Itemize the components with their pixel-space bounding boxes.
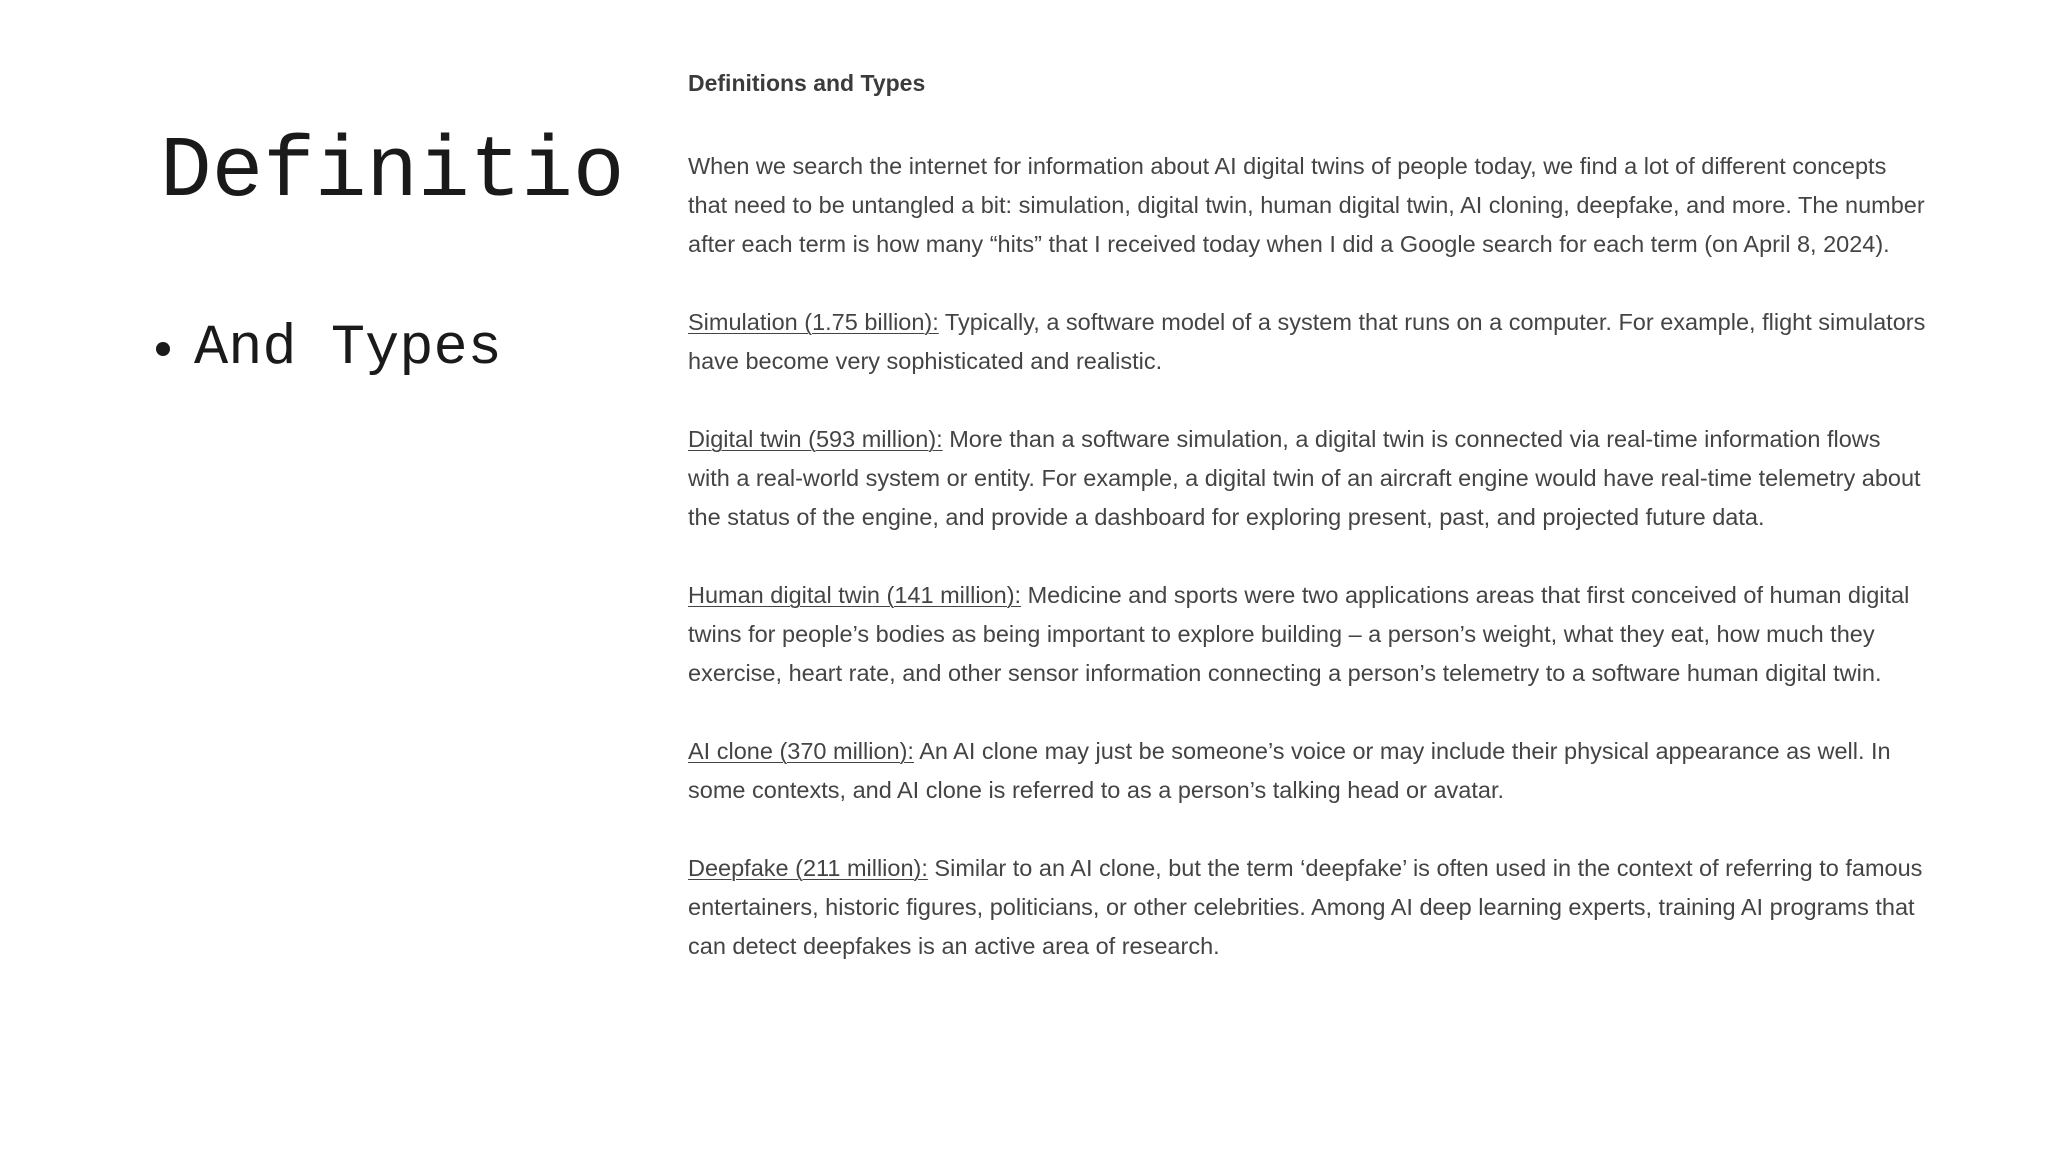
term-label: Simulation (1.75 billion): [688, 309, 939, 335]
term-description: Typically, a software model of a system that runs on a computer. For example, flight simulators have become very sophisticated and realistic. [688, 309, 1926, 374]
term-description: More than a software simulation, a digital twin is connected via real-time information flows with a real-world system or entity. For example, a digital twin of an aircraft engine would have real-time telemetry about the status of the engine, and provide a dashboard for exploring present, past, and projected future data. [688, 426, 1921, 530]
bullet-list [156, 316, 502, 382]
bullet-item [156, 316, 502, 382]
document-heading: Definitions and Types [688, 70, 926, 96]
definition-deepfake [688, 849, 1928, 966]
slide-title: Definitio [160, 123, 625, 221]
definition-simulation [688, 303, 1928, 381]
term-label: AI clone (370 million): [688, 738, 914, 764]
bullet-dot-icon [156, 342, 170, 356]
document-body [688, 147, 1928, 1005]
definition-human-digital-twin [688, 576, 1928, 693]
term-label: Digital twin (593 million): [688, 426, 943, 452]
term-description: An AI clone may just be someone’s voice or may include their physical appearance as well. In some contexts, and AI clone is referred to as a person’s talking head or avatar. [688, 738, 1891, 803]
document-excerpt [670, 60, 1970, 1100]
definition-ai-clone [688, 732, 1928, 810]
term-description: Medicine and sports were two applications areas that first conceived of human digital twins for people’s bodies as being important to explore building – a person’s weight, what they eat, how much they exercise, heart rate, and other sensor information connecting a person’s telemetry to a software human digital twin. [688, 582, 1910, 686]
definition-digital-twin [688, 420, 1928, 537]
term-label: Deepfake (211 million): [688, 855, 928, 881]
bullet-text: And Types [194, 317, 502, 381]
term-description: Similar to an AI clone, but the term ‘deepfake’ is often used in the context of referring to famous entertainers, historic figures, politicians, or other celebrities. Among AI deep learning experts, training AI programs that can detect deepfakes is an active area of research. [688, 855, 1923, 959]
term-label: Human digital twin (141 million): [688, 582, 1022, 608]
intro-paragraph: When we search the internet for information about AI digital twins of people today, we find a lot of different concepts that need to be untangled a bit: simulation, digital twin, human digital twin, AI cloning, deepfake, and more. The number after each term is how many “hits” that I received today when I did a Google search for each term (on April 8, 2024). [688, 153, 1925, 257]
